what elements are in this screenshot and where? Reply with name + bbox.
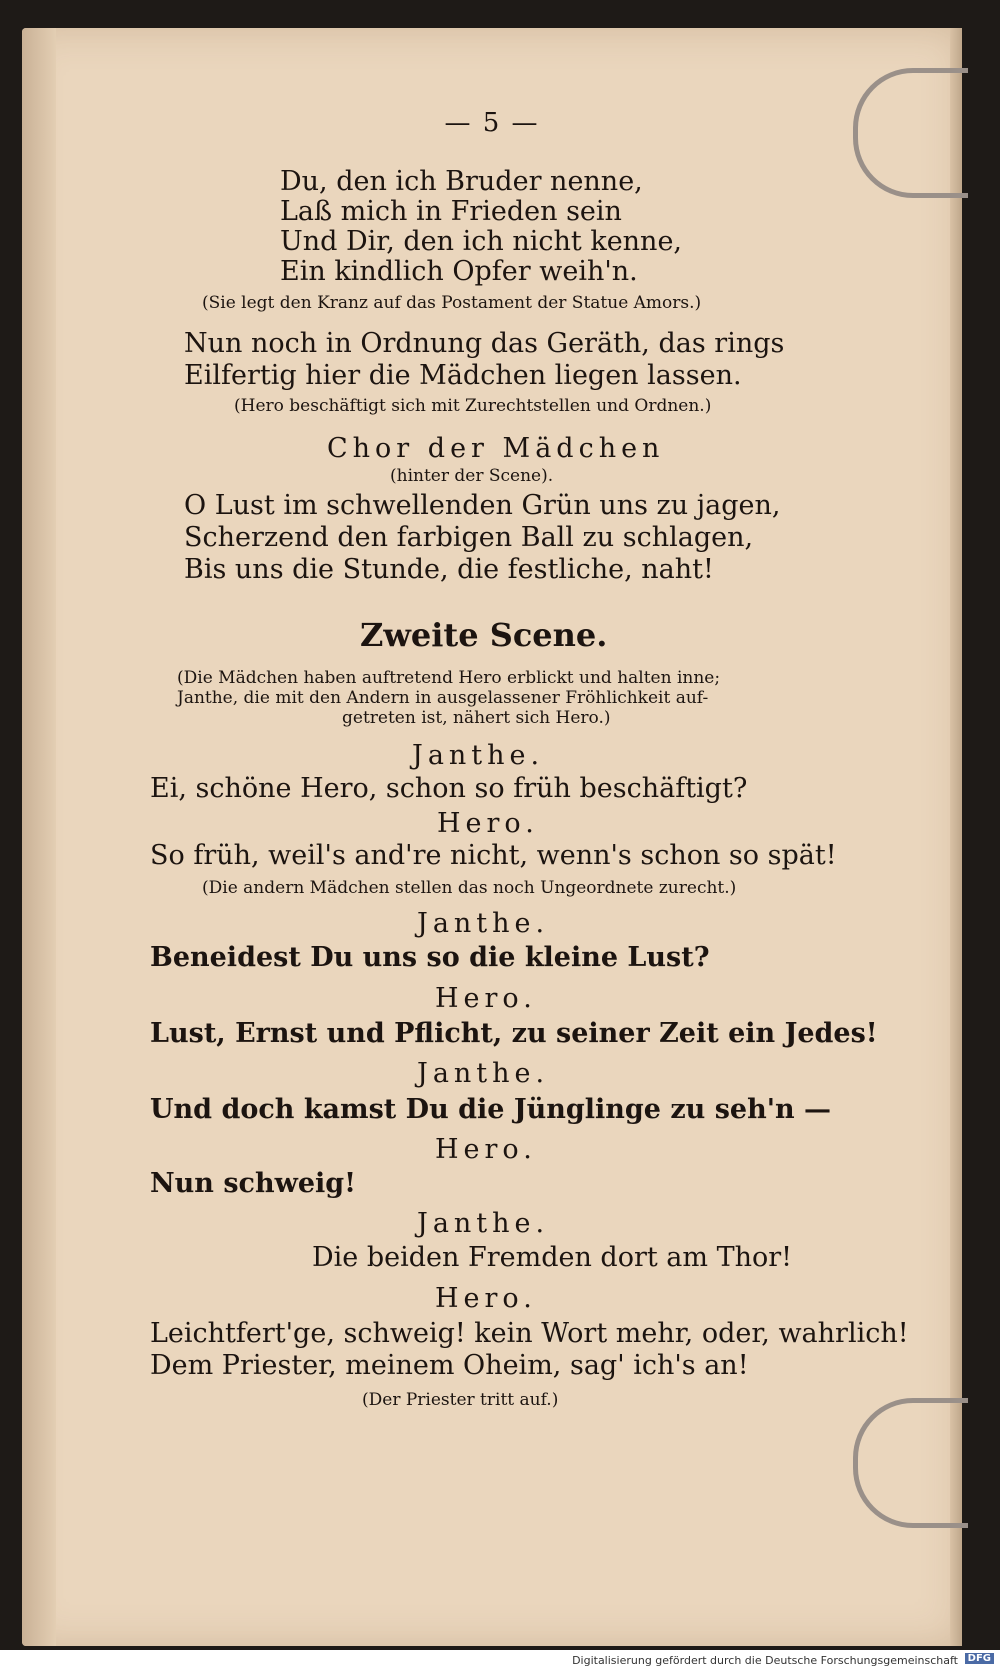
speaker-name: Janthe. — [417, 1208, 550, 1239]
speaker-name: Hero. — [435, 1283, 537, 1314]
stage-direction: getreten ist, nähert sich Hero.) — [342, 708, 611, 728]
verse-line: Eilfertig hier die Mädchen liegen lassen. — [184, 360, 742, 391]
verse-line: Die beiden Fremden dort am Thor! — [312, 1242, 793, 1273]
speaker-name: Janthe. — [417, 1058, 550, 1089]
verse-line: Nun noch in Ordnung das Geräth, das rings — [184, 328, 785, 359]
verse-line: Scherzend den farbigen Ball zu schlagen, — [184, 522, 754, 553]
speaker-name: Hero. — [435, 983, 537, 1014]
stage-direction: Janthe, die mit den Andern in ausgelassener Fröhlichkeit auf- — [177, 688, 709, 708]
verse-line: So früh, weil's and're nicht, wenn's schon so spät! — [150, 840, 837, 871]
verse-line: Nun schweig! — [150, 1168, 357, 1199]
speaker-name: Janthe. — [412, 740, 545, 771]
scene-heading: Zweite Scene. — [360, 616, 608, 654]
verse-line: Und Dir, den ich nicht kenne, — [280, 226, 683, 257]
verse-line: Ei, schöne Hero, schon so früh beschäftigt? — [150, 773, 748, 804]
stage-direction: (Hero beschäftigt sich mit Zurechtstellen und Ordnen.) — [234, 396, 712, 416]
verse-line: Und doch kamst Du die Jünglinge zu seh'n — — [150, 1094, 831, 1125]
page-number: — 5 — — [444, 108, 540, 138]
stage-direction: (Die andern Mädchen stellen das noch Ungeordnete zurecht.) — [202, 878, 737, 898]
speaker-name: Janthe. — [417, 908, 550, 939]
speaker-name: Hero. — [435, 1134, 537, 1165]
verse-line: Ein kindlich Opfer weih'n. — [280, 256, 638, 287]
speaker-name: Chor der Mädchen — [327, 433, 665, 464]
verse-line: Beneidest Du uns so die kleine Lust? — [150, 942, 710, 973]
stage-direction: (Der Priester tritt auf.) — [362, 1390, 559, 1410]
verse-line: Lust, Ernst und Pflicht, zu seiner Zeit ein Jedes! — [150, 1018, 878, 1049]
verse-line: O Lust im schwellenden Grün uns zu jagen, — [184, 490, 781, 521]
footer-bar — [0, 1650, 1000, 1673]
stage-direction: (Sie legt den Kranz auf das Postament der Statue Amors.) — [202, 293, 702, 313]
footer-credit: Digitalisierung gefördert durch die Deutsche Forschungsgemeinschaft — [572, 1654, 958, 1667]
book-page — [22, 28, 962, 1646]
verse-line: Laß mich in Frieden sein — [280, 196, 622, 227]
speaker-name: Hero. — [437, 808, 539, 839]
verse-line: Bis uns die Stunde, die festliche, naht! — [184, 554, 714, 585]
dfg-logo: DFG — [965, 1653, 994, 1664]
stage-direction: (Die Mädchen haben auftretend Hero erblickt und halten inne; — [177, 668, 721, 688]
page-content — [22, 28, 962, 1646]
stage-direction: (hinter der Scene). — [390, 466, 554, 486]
verse-line: Du, den ich Bruder nenne, — [280, 166, 643, 197]
verse-line: Leichtfert'ge, schweig! kein Wort mehr, oder, wahrlich! — [150, 1318, 909, 1349]
verse-line: Dem Priester, meinem Oheim, sag' ich's an! — [150, 1350, 749, 1381]
